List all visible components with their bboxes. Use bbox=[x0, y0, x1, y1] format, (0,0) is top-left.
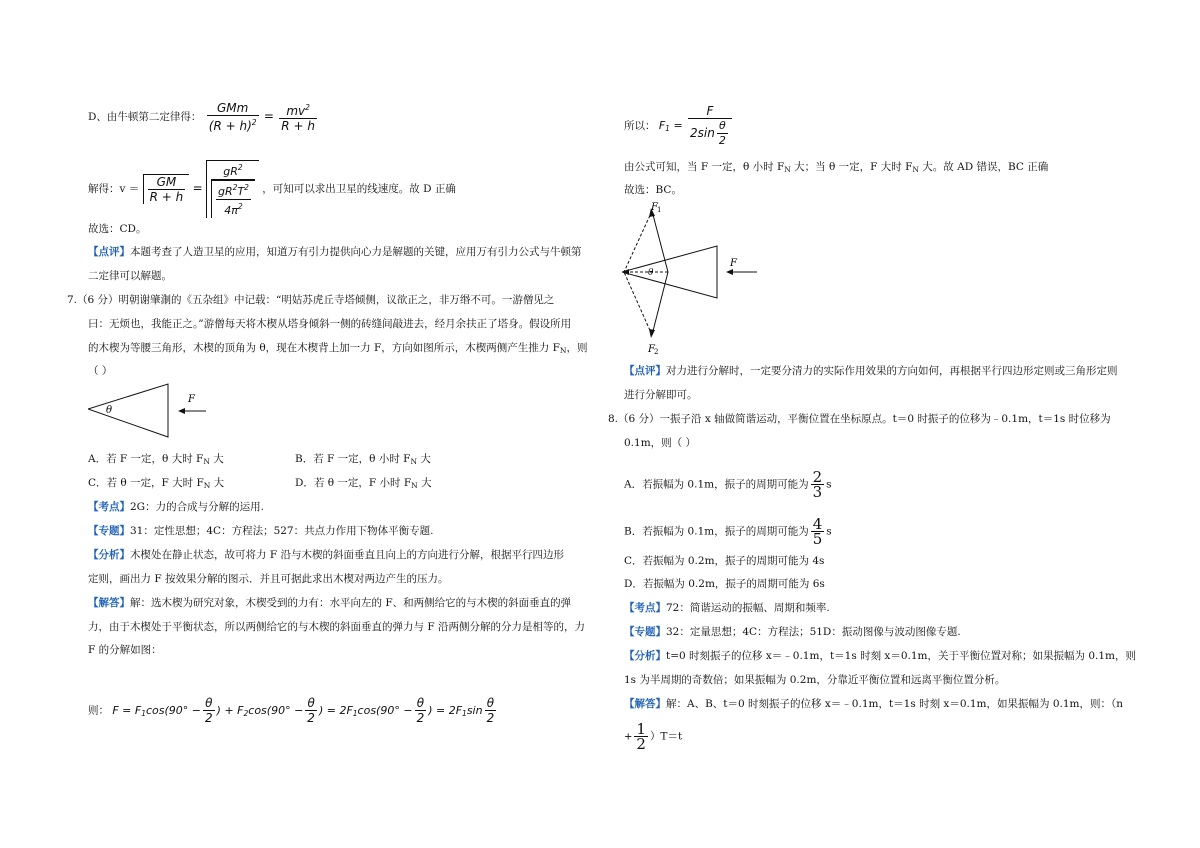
option-a: A．若 F 一定，θ 大时 $F_N$ 大 bbox=[88, 453, 224, 466]
right-kaodian: 【考点】72：简谐运动的振幅、周期和频率. bbox=[624, 602, 830, 614]
option-d: D．若 θ 一定，F 小时 $F_N$ 大 bbox=[295, 477, 432, 490]
option-b: B．若 F 一定，θ 小时 $F_N$ 大 bbox=[295, 453, 431, 466]
option-d-formula: D、由牛顿第二定律得： $\frac{\text{GMm}}{(R + h)^2}$ = $\frac{mv^2}{R + h}$ bbox=[88, 101, 315, 133]
jieda-line-1: 【解答】解：选木楔为研究对象，木楔受到的力有：水平向左的 F、和两侧给它的与木楔的斜面垂直的弹 bbox=[88, 597, 572, 609]
right-fenxi-1: 【分析】t=0 时刻振子的位移 x＝﹣0.1m，t＝1s 时刻 x＝0.1m，关于平衡位置对称；如果振幅为 0.1m，则 bbox=[624, 650, 1136, 662]
figure-f1-label: F bbox=[651, 202, 658, 213]
solve-velocity: 解得：v ＝ $\frac{GM}{R + h}$ = $\frac{gR^2}{\frac{gR^2T^2}{4\pi^2}}$ ，可知可以求出卫星的线速度。故 D 正确 bbox=[88, 160, 456, 218]
question-7-line-4: （ ） bbox=[88, 365, 113, 377]
dashed-bottom bbox=[624, 272, 652, 335]
svg-text:2: 2 bbox=[654, 348, 659, 356]
choose-bc: 故选：BC。 bbox=[624, 184, 682, 196]
zhuanti: 【专题】31：定性思想；4C：方程法；527：共点力作用下物体平衡专题. bbox=[88, 525, 434, 537]
right-jieda-2: + $\frac{1}{2}$ ）T＝t bbox=[624, 720, 683, 753]
force-decomposition-figure bbox=[622, 198, 772, 358]
option-8a: A．若振幅为 0.1m，振子的周期可能为 $\frac{2}{3}$ s bbox=[624, 468, 832, 501]
jieda-line-3: F 的分解如图： bbox=[88, 644, 162, 656]
force-arrowhead bbox=[178, 408, 185, 414]
right-conclusion: 由公式可知，当 F 一定，θ 小时 $F_N$ 大；当 θ 一定，F 大时 $F_N$ 大。故 AD 错误，BC 正确 bbox=[624, 161, 1049, 174]
figure-f-label: F bbox=[730, 258, 737, 269]
f2-vector bbox=[652, 272, 668, 335]
svg-text:1: 1 bbox=[657, 206, 662, 214]
f1-formula: 所以： $F_1$ = F 2sin $\frac{\theta}{2}$ bbox=[624, 104, 734, 148]
fenxi-line-2: 定则，画出力 F 按效果分解的图示．并且可据此求出木楔对两边产生的压力。 bbox=[88, 573, 449, 585]
option-8c: C．若振幅为 0.2m，振子的周期可能为 4s bbox=[624, 555, 825, 567]
choose-cd: 故选：CD。 bbox=[88, 223, 147, 235]
question-8-line-2: 0.1m，则（ ） bbox=[624, 437, 696, 449]
figure-theta-label: θ bbox=[648, 268, 654, 278]
comment-line-1: 【点评】本题考查了人造卫星的应用，知道万有引力提供向心力是解题的关键，应用万有引力公式与牛顿第 bbox=[88, 246, 582, 258]
force-equation: 则： $F = F_1\cos(90^\circ$ − $\frac{\theta}{2}$ ) + $F_2\cos(90^\circ$ − $\frac{\theta}{2}$ ) = $2F_1\cos(90^\circ$ − $\frac{\theta}{2}$ ) = $2F_1\sin$ $\frac{\theta}{2}$ bbox=[88, 696, 495, 725]
question-8-line-1: 8.（6 分）一振子沿 x 轴做简谐运动，平衡位置在坐标原点。t＝0 时振子的位移为﹣0.1m，t＝1s 时位移为 bbox=[608, 413, 1111, 425]
figure-f2-label: F bbox=[648, 344, 655, 355]
comment-line-2: 二定律可以解题。 bbox=[88, 270, 172, 282]
fenxi-line-1: 【分析】木楔处在静止状态，故可将力 F 沿与木楔的斜面垂直且向上的方向进行分解，根据平行四边形 bbox=[88, 549, 564, 561]
wedge-triangle bbox=[88, 384, 168, 437]
jieda-line-2: 力，由于木楔处于平衡状态，所以两侧给它的与木楔的斜面垂直的弹力与 F 沿两侧分解的分力是相等的，力 bbox=[88, 621, 585, 633]
right-fenxi-2: 1s 为半周期的奇数倍；如果振幅为 0.2m，分靠近平衡位置和远离平衡位置分析。 bbox=[624, 674, 1006, 686]
right-comment-2: 进行分解即可。 bbox=[624, 389, 698, 401]
option-8d: D．若振幅为 0.2m，振子的周期可能为 6s bbox=[624, 578, 825, 590]
question-7-line-3: 的木楔为等腰三角形，木楔的顶角为 θ，现在木楔背上加一力 F，方向如图所示，木楔两侧产生推力 $F_N$，则 bbox=[88, 342, 588, 355]
wedge-theta-label: θ bbox=[106, 405, 113, 416]
kaodian: 【考点】2G：力的合成与分解的运用. bbox=[88, 501, 264, 513]
option-c: C．若 θ 一定，F 大时 $F_N$ 大 bbox=[88, 477, 225, 490]
right-jieda-1: 【解答】解：A、B、t＝0 时刻振子的位移 x＝﹣0.1m，t＝1s 时刻 x＝0.1m，如果振幅为 0.1m，则：（n bbox=[624, 698, 1123, 710]
question-7-line-1: 7.（6 分）明朝谢肇淛的《五杂组》中记载：“明姑苏虎丘寺塔倾侧，议欲正之，非万缗不可。一游僧见之 bbox=[67, 294, 555, 306]
question-7-line-2: 曰：无烦也，我能正之。”游僧每天将木楔从塔身倾斜一侧的砖缝间敲进去，经月余扶正了塔身。假设所用 bbox=[88, 318, 572, 330]
dashed-top bbox=[624, 211, 652, 272]
right-zhuanti: 【专题】32：定量思想；4C：方程法；51D：振动图像与波动图像专题. bbox=[624, 626, 961, 638]
wedge-force-label: F bbox=[188, 394, 195, 405]
right-comment-1: 【点评】对力进行分解时，一定要分清力的实际作用效果的方向如何，再根据平行四边形定则或三角形定则 bbox=[624, 365, 1118, 377]
wedge-figure bbox=[88, 382, 218, 442]
option-8b: B．若振幅为 0.1m，振子的周期可能为 $\frac{4}{5}$ s bbox=[624, 515, 832, 548]
